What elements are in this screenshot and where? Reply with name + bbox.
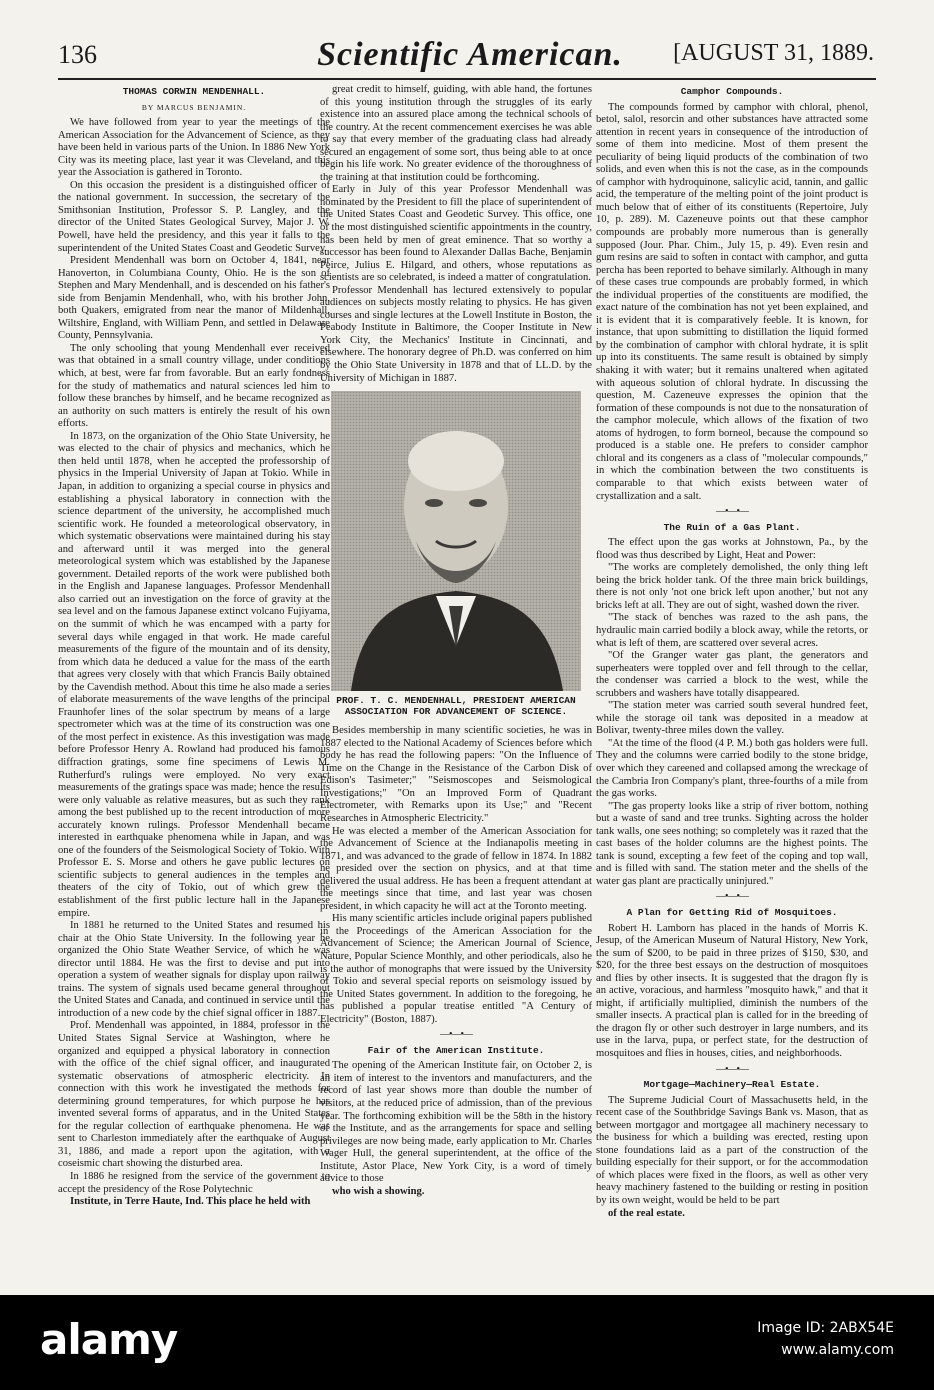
article-title: THOMAS CORWIN MENDENHALL. [122,86,266,97]
paragraph: In 1886 he resigned from the service of the government to accept the presidency of the Rose Polytechnic [58,1171,330,1195]
paragraph: Besides membership in many scientific societies, he was in 1887 elected to the National Academy of Sciences before which body he has read the following papers: "On the Influence of Time on the Change in the Resistance of the Carbon Disk of Edison's Tasimeter;" "Seismoscopes and Seismological Investigations;" "On an Improved Form of Quadrant Electrometer, with Remarks upon its Use;" and "Recent Researches in Atmospheric Electricity." [320,725,592,824]
section-title: A Plan for Getting Rid of Mosquitoes. [626,907,838,918]
paragraph: He was elected a member of the American Association for the Advancement of Science at the Indianapolis meeting in 1871, and was advanced to the grade of fellow in 1874. In 1882 he presided over the section on physics, and at that time delivered the usual address. He has been a frequent attendant at the meetings since that time, and last year was chosen president, in which capacity he will act at the Toronto meeting. [320,825,592,912]
header-rule [58,78,876,80]
masthead: Scientific American. [317,36,623,73]
page-number: 136 [58,40,97,69]
paragraph: "Of the Granger water gas plant, the generators and superheaters were toppled over and fell through to the cellar, the condenser was carried a block to the west, while the scrubbers and washers have totally disappeared. [596,650,868,699]
column-2 [320,84,592,1280]
column-footer: Institute, in Terre Haute, Ind. This place he held with [70,1196,311,1208]
section-title: Camphor Compounds. [680,86,784,97]
portrait-caption: PROF. T. C. MENDENHALL, PRESIDENT AMERICAN ASSOCIATION FOR ADVANCEMENT OF SCIENCE. [336,695,576,718]
paragraph: On this occasion the president is a distinguished officer of the national government. In succession, the secretary of the Smithsonian Institution, Professor S. P. Langley, and the director of the United States Geological Survey, Major J. W. Powell, have held the presidency, and this year it falls to the superintendent of the United States Coast and Geodetic Survey. [58,179,330,254]
paragraph: The opening of the American Institute fair, on October 2, is an item of interest to the inventors and manufacturers, and the record of last year shows more than double the number of visitors, at the reduced price of admission, than of the previous year. The forthcoming exhibition will be the 58th in the history of the Institute, and as the arrangements for space and selling privileges are now being made, early application to Mr. Charles Wager Hull, the general superintendent, at the office of the Institute, Astor Place, New York City, is a word of timely advice to those [320,1060,592,1185]
paragraph: "The stack of benches was razed to the ash pans, the hydraulic main carried bodily a block away, while the retorts, or what is left of them, are scattered over several acres. [596,612,868,649]
paragraph: In 1881 he returned to the United States and resumed his chair at the Ohio State University. In the following year he organized the Ohio State Weather Service, of which he was director until 1884. He was the first to devise and put into operation a system of weather signals for display upon railway trains. The system of signals used became general throughout the United States and Canada, and continued in service until the introduction of a new code by the chief signal officer in 1887. [58,920,330,1019]
section-divider: —•—•— [715,891,748,903]
paragraph: In 1873, on the organization of the Ohio State University, he was elected to the chair of physics and mechanics, which he then held until 1878, when he accepted the professorship of physics in the Imperial University of Japan at Tokio. While in Japan, in addition to organizing a special course in physics and establishing a physical laboratory in connection with the science department of the university, he accomplished much scientific work. He founded a meteorological observatory, in which systematic observations were maintained during his stay and afterward until it was merged into the general meteorological system which was established by the Japanese government. Detailed reports of the work were published both in the English and Japanese languages. Professor Mendenhall also carried out an investigation on the force of gravity at the sea level and on the famous Japanese extinct volcano Fujiyama, on the summit of which he was encamped with a party for several days while engaged in that work. He made careful measurements of the figure of the mountain and of its density, from which data he deduced a value for the mass of the earth that agrees very closely with that which Francis Baily obtained by the Cavendish method. About this time he also made a series of elaborate measurements of the wave lengths of the principal Fraunhofer lines of the solar spectrum by means of a large spectrometer which was at the time of its construction was one of the most perfect in existence. As this investigation was made before Professor Henry A. Rowland had produced his famous diffraction gratings, some fine specimens of Lewis M. Rutherfurd's rulings were employed. No very exact measurements of the gratings space was made; hence the results were only valuable as relative measures, but as such they rank among the best published up to the recent introduction of more accurately known rulings. Professor Mendenhall became interested in earthquake phenomena while in Japan, and was one of the founders of the Seismological Society of Tokio. With Professor E. S. Morse and others he gave public lectures on scientific subjects to general audiences in the temples and theaters of the city of Tokio, out of which grew the establishment of the first public lecture hall in the Japanese empire. [58,430,330,919]
stock-meta [757,1317,894,1361]
section-title: Mortgage—Machinery—Real Estate. [643,1079,821,1091]
paragraph: great credit to himself, guiding, with able hand, the fortunes of this young institution through the struggles of its early existence into an assured place among the technical schools of the country. At the recent commencement exercises he was able to say that every member of the graduating class had already secured an engagement of some sort, thus being able to at once begin his life work. No greater evidence of the thoroughness of the training at that institution could be forthcoming. [320,84,592,183]
site-url: www.alamy.com [781,1342,894,1358]
section-divider: —•—•— [439,1029,472,1041]
article-byline: BY MARCUS BENJAMIN. [141,102,247,112]
stock-banner [0,1295,934,1390]
paragraph: The Supreme Judicial Court of Massachusetts held, in the recent case of the Southbridge Savings Bank vs. Mason, that as between mortgagor and mortgagee all machinery necessary to the business for which a building was erected, resting upon stone foundations laid as a part of the construction of the building especially for their support, or for the accommodation of which places were fixed in the floors, as well as other very heavy machinery fastened to the building or resting in position by its own weight, would be held to be part [596,1094,868,1207]
column-3 [596,84,868,1280]
paragraph: "At the time of the flood (4 P. M.) both gas holders were full. They and the columns were carried bodily to the stone bridge, over which they careened and collapsed among the wreckage of the Cambria Iron Company's plant, three-fourths of a mile from the gas works. [596,737,868,800]
paragraph: The compounds formed by camphor with chloral, phenol, betol, salol, resorcin and other substances have attracted some attention in recent years in consequence of the introduction of some of them into medicine. Most of them present the peculiarity of being liquid products of the combination of two solids, and even when this is not the case, as in the compounds of camphor with hydroquinone, salicylic acid, tannin, and gallic acid, the temperature of the melting point of the joint product is much below that of either of its constituents (Repertoire, July 10, p. 289). M. Cazeneuve points out that these camphor compounds are probably more numerous than is generally supposed (Jour. Phar. Chim., July 15, p. 49). Even resin and gum resins are said to soften in contact with camphor, and gutta percha has been reported to behave similarly. Although in many of these cases true compounds are probably formed, in which the individual properties of the constituents are modified, the exact nature of the combination has not yet been explained, and it is evident that it is comparatively feeble. It is known, for instance, that upon submitting to distillation the liquid formed by the combination of camphor with chloral hydrate, it is split up into its constituents. The same result is obtained by simply shaking it with water; but it remains unaltered when agitated with aqueous solution of chloral hydrate. In discussing the question, M. Cazeneuve expresses the opinion that the formation of these compounds is not due to the nonsaturation of the camphor molecule, which allows of the fixation of two atoms of hydrogen, to form borneol, because the compound so produced is a stable one. He prefers to consider camphor chloral and its congeners as a class of "molecular compounds," in which the combination between the two constituents is comparable to that which exists between water of crystallization and a salt. [596,101,868,502]
paragraph: The effect upon the gas works at Johnstown, Pa., by the flood was thus described by Light, Heat and Power: [596,537,868,561]
stock-logo: alamy [40,1315,178,1364]
column-footer: of the real estate. [608,1207,685,1219]
paragraph: "The works are completely demolished, the only thing left being the brick holder tank. Of the three main brick buildings, there is not only 'not one brick left upon another,' but not any bricks left at all. They are out of sight, washed down the river. [596,562,868,611]
paragraph: Prof. Mendenhall was appointed, in 1884, professor in the United States Signal Service at Washington, where he organized and equipped a physical laboratory in connection with the office of the chief signal officer, and inaugurated systematic observations of atmospheric electricity. In connection with this work he investigated the methods for determining ground temperatures, for which purpose he has invented several forms of apparatus, and in the United States for the regular collection of earthquake phenomena. He was sent to Charleston immediately after the earthquake of August 31, 1886, and made a report upon the agitation, with a coseismic chart showing the disturbed area. [58,1020,330,1170]
paragraph: Robert H. Lamborn has placed in the hands of Morris K. Jesup, of the American Museum of Natural History, New York, the sum of $200, to be paid in three prizes of $150, $30, and $20, for the three best essays on the destruction of mosquitoes and flies by other insects. It is suggested that the dragon fly is an active, voracious, and harmless "mosquito hawk," and that it might, if artificially multiplied, diminish the numbers of the smaller insects. A practical plan is called for in the breeding of the dragon fly or other such destroyer in large numbers, and its use in the larva, pupa, or perfect state, for the destruction of mosquitoes and flies in houses, cities, and neighborhoods. [596,922,868,1060]
section-divider: —•—•— [715,506,748,518]
paragraph: "The gas property looks like a strip of river bottom, nothing but a waste of sand and tree trunks. Sighting across the holder tank walls, one sees nothing; so completely was it razed that the cast bases of the holder columns are the highest points. The tank is sound, excepting a few feet of the coping and top wall, and is filled with sand. The station meter and the shells of the water gas plant are practically uninjured." [596,800,868,887]
section-divider: —•—•— [715,1063,748,1075]
section-title: The Ruin of a Gas Plant. [663,521,801,533]
issue-date: [AUGUST 31, 1889. [673,40,874,66]
section-title: Fair of the American Institute. [367,1044,545,1056]
image-id: Image ID: 2ABX54E [757,1320,894,1336]
column-footer: who wish a showing. [332,1185,425,1197]
portrait-engraving [331,391,581,691]
paragraph: We have followed from year to year the meetings of the American Association for the Advancement of Science, as they have been held in various parts of the Union. In 1886 New York City was its meeting place, last year it was Cleveland, and this year the Association is gathered in Toronto. [58,117,330,179]
paragraph: His many scientific articles include original papers published in the Proceedings of the American Association for the Advancement of Science; the American Journal of Science, Nature, Popular Science Monthly, and other periodicals, also he is the author of monographs that were issued by the University of Tokio and several special reports on seismology issued by the United States government. In addition to the foregoing, he has published a popular treatise entitled "A Century of Electricity" (Boston, 1887). [320,913,592,1025]
paragraph: Professor Mendenhall has lectured extensively to popular audiences on subjects mostly relating to physics. He has given courses and single lectures at the Lowell Institute in Boston, the Peabody Institute in Baltimore, the Cooper Institute in New York City, the Mechanics' Institute in Cincinnati, and elsewhere. The honorary degree of Ph.D. was conferred on him by the Ohio State University in 1878 and that of LL.D. by the University of Michigan in 1887. [320,284,592,384]
paragraph: "The station meter was carried south several hundred feet, while the storage oil tank was deposited in a meadow at Bolivar, twenty-three miles down the valley. [596,700,868,737]
column-1 [58,84,330,1280]
paragraph: President Mendenhall was born on October 4, 1841, near Hanoverton, in Columbiana County, Ohio. He is the son of Stephen and Mary Mendenhall, and is descended on his father's side from Benjamin Mendenhall, who, with his brother John, both Quakers, emigrated from near the manor of Mildenhall, Wiltshire, England, with William Penn, and settled in Delaware County, Pennsylvania. [58,255,330,342]
paragraph: Early in July of this year Professor Mendenhall was nominated by the President to fill the place of superintendent of the United States Coast and Geodetic Survey. This office, one of the most distinguished scientific appointments in the country, has been held by men of great eminence. That so worthy a successor has been found to Alexander Dallas Bache, Benjamin Peirce, Julius E. Hilgard, and others, whose reputations as scientists are so celebrated, is indeed a matter of congratulation. [320,184,592,284]
paragraph: The only schooling that young Mendenhall ever received was that obtained in a small country village, under conditions which, at best, were far from favorable. But an early fondness for the study of mathematics and natural sciences led him to follow these branches by himself, and he became recognized as an authority on such matters is entirely the result of his own efforts. [58,342,330,430]
